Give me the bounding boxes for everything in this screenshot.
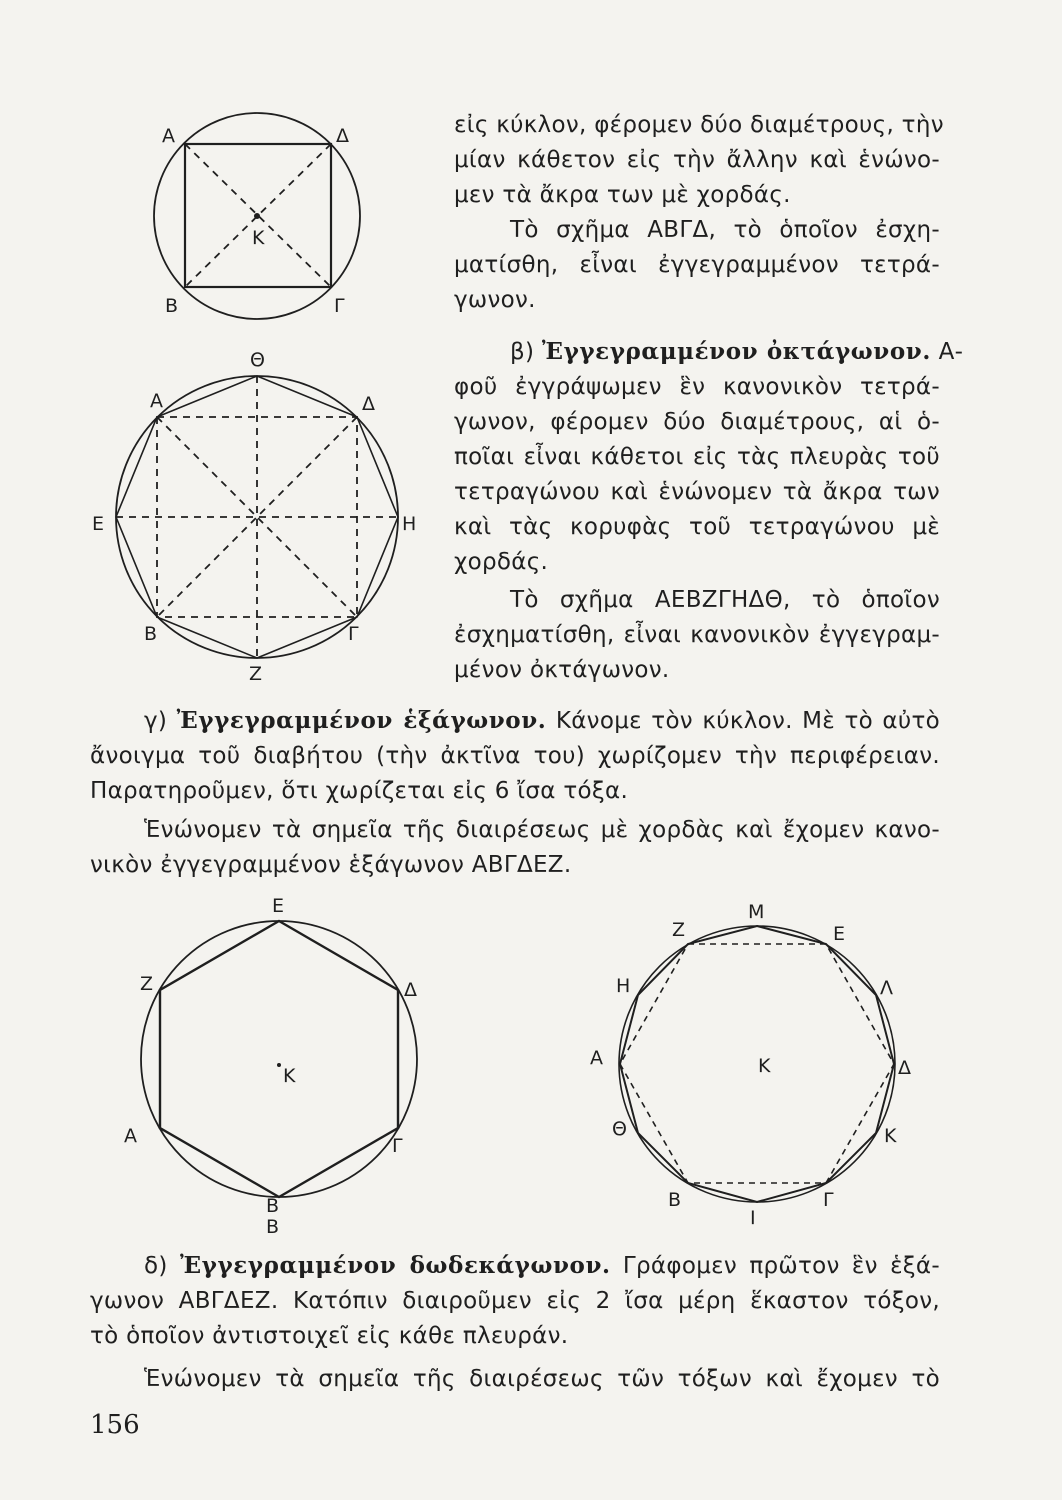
hexagon-dashed <box>620 944 894 1183</box>
center-point <box>277 1063 281 1067</box>
text-line: ποῖαι εἶναι κάθετοι εἰς τὰς πλευρὰς τοῦ <box>454 444 940 470</box>
vertex-label: Α <box>150 390 163 412</box>
inscribed-dodecagon-figure <box>580 895 930 1229</box>
vertex-label: Δ <box>336 125 349 147</box>
hexagon-polygon <box>160 921 398 1197</box>
text-line: μεν τὰ ἄκρα των μὲ χορδάς. <box>454 182 791 208</box>
vertex-label: Γ <box>334 295 345 317</box>
vertex-label: Θ <box>250 349 265 371</box>
text-line: φοῦ ἐγγράψωμεν ἓν κανονικὸν τετρά- <box>454 374 940 400</box>
inscribed-hexagon-figure <box>120 890 440 1238</box>
text-line: γωνον ΑΒΓΔΕΖ. Κατόπιν διαιροῦμεν εἰς 2 ἴσα μέρη ἕκαστον τόξον, <box>90 1288 940 1314</box>
text-line: ματίσθη, εἶναι ἐγγεγραμμένον τετρά- <box>454 252 940 278</box>
vertex-label: Γ <box>823 1189 834 1211</box>
vertex-label: Α <box>590 1047 603 1069</box>
vertex-label: Β <box>668 1189 682 1211</box>
vertex-label: Ε <box>272 895 285 917</box>
text-line: τετραγώνου καὶ ἑνώνομεν τὰ ἄκρα των <box>454 479 940 505</box>
paragraph-dodecagon-result <box>90 1362 940 1397</box>
vertex-label: Ζ <box>140 973 154 995</box>
vertex-label: Θ <box>612 1118 627 1140</box>
section-heading: Ἐγγεγραμμένον ὀκτάγωνον. <box>541 338 931 365</box>
vertex-label: Β <box>266 1195 280 1217</box>
page-number: 156 <box>90 1410 140 1440</box>
vertex-label: Γ <box>348 623 359 645</box>
paragraph-square-intro <box>454 108 944 213</box>
vertex-label: Δ <box>404 979 417 1001</box>
vertex-label: Δ <box>898 1057 911 1079</box>
vertex-label: Β <box>165 295 179 317</box>
text-fragment: Κάνομε τὸν κύκλον. Μὲ τὸ αὐτὸ <box>555 708 940 734</box>
text-line: Παρατηροῦμεν, ὅτι χωρίζεται εἰς 6 ἴσα τόξα. <box>90 778 629 804</box>
text-line: Τὸ σχῆμα ΑΒΓΔ, τὸ ὁποῖον ἐσχη- <box>510 217 940 243</box>
text-line: τὸ ὁποῖον ἀντιστοιχεῖ εἰς κάθε πλευράν. <box>90 1323 569 1349</box>
paragraph-square-result <box>454 213 940 318</box>
text-line <box>90 1248 940 1284</box>
vertex-label: Ι <box>750 1207 756 1229</box>
text-line <box>90 703 940 739</box>
text-line: μένον ὀκτάγωνον. <box>454 657 670 683</box>
vertex-label: Κ <box>884 1125 897 1147</box>
vertex-label: Ζ <box>672 919 686 941</box>
vertex-label: Η <box>616 975 631 997</box>
text-line: Ἑνώνομεν τὰ σημεῖα τῆς διαιρέσεως μὲ χορδὰς καὶ ἔχομεν κανο- <box>144 817 940 843</box>
text-line: νικὸν ἐγγεγραμμένον ἑξάγωνον ΑΒΓΔΕΖ. <box>90 852 572 878</box>
text-line: καὶ τὰς κορυφὰς τοῦ τετραγώνου μὲ <box>454 514 940 540</box>
text-line <box>454 334 964 370</box>
center-label: Κ <box>252 227 265 249</box>
vertex-label: Ζ <box>249 663 263 685</box>
text-line: Ἑνώνομεν τὰ σημεῖα τῆς διαιρέσεως τῶν τόξων καὶ ἔχομεν τὸ <box>144 1366 940 1392</box>
vertex-label: Η <box>402 513 417 535</box>
text-line: ἄνοιγμα τοῦ διαβήτου (τὴν ἀκτῖνα του) χωρίζομεν τὴν περιφέρειαν. <box>90 743 940 769</box>
text-line: Τὸ σχῆμα ΑΕΒΖΓΗΔΘ, τὸ ὁποῖον <box>510 587 940 613</box>
vertex-label: Λ <box>880 977 893 999</box>
section-dodecagon <box>90 1248 940 1354</box>
text-line: γωνον, φέρομεν δύο διαμέτρους, αἱ ὁ- <box>454 409 940 435</box>
center-label: Κ <box>283 1065 296 1087</box>
section-heading: Ἐγγεγραμμένον ἑξάγωνον. <box>176 707 547 734</box>
hexagon-circumcircle <box>141 921 417 1197</box>
text-line: ἐσχηματίσθη, εἶναι κανονικὸν ἐγγεγραμ- <box>454 622 940 648</box>
text-fragment: Γράφομεν πρῶτον ἓν ἑξά- <box>622 1253 940 1279</box>
text-line: γωνον. <box>454 287 536 313</box>
text-fragment: Α- <box>938 339 964 365</box>
section-octagon <box>454 334 964 580</box>
dodecagon-circumcircle <box>619 926 895 1202</box>
vertex-label: Β <box>266 1216 280 1238</box>
text-line: χορδάς. <box>454 549 549 575</box>
vertex-label: Α <box>124 1125 137 1147</box>
vertex-label: Α <box>162 125 175 147</box>
section-label: β) <box>510 339 535 365</box>
vertex-label: Β <box>144 623 158 645</box>
section-heading: Ἐγγεγραμμένον δωδεκάγωνον. <box>179 1252 611 1279</box>
vertex-label: Ε <box>92 513 105 535</box>
inscribed-square-figure <box>140 105 370 320</box>
vertex-label: Ε <box>833 923 846 945</box>
text-line: εἰς κύκλον, φέρομεν δύο διαμέτρους, τὴν <box>454 112 944 138</box>
paragraph-octagon-result <box>454 583 940 688</box>
vertex-label: Μ <box>748 901 765 923</box>
section-label: δ) <box>144 1253 168 1279</box>
section-label: γ) <box>144 708 168 734</box>
center-label: Κ <box>758 1055 771 1077</box>
dodecagon-polygon <box>620 926 894 1202</box>
inscribed-octagon-figure <box>80 345 420 685</box>
vertex-label: Δ <box>362 393 375 415</box>
section-hexagon <box>90 703 940 809</box>
center-point <box>254 213 260 219</box>
paragraph-hexagon-result <box>90 813 940 883</box>
vertex-label: Γ <box>392 1135 403 1157</box>
text-line: μίαν κάθετον εἰς τὴν ἄλλην καὶ ἑνώνο- <box>454 147 940 173</box>
